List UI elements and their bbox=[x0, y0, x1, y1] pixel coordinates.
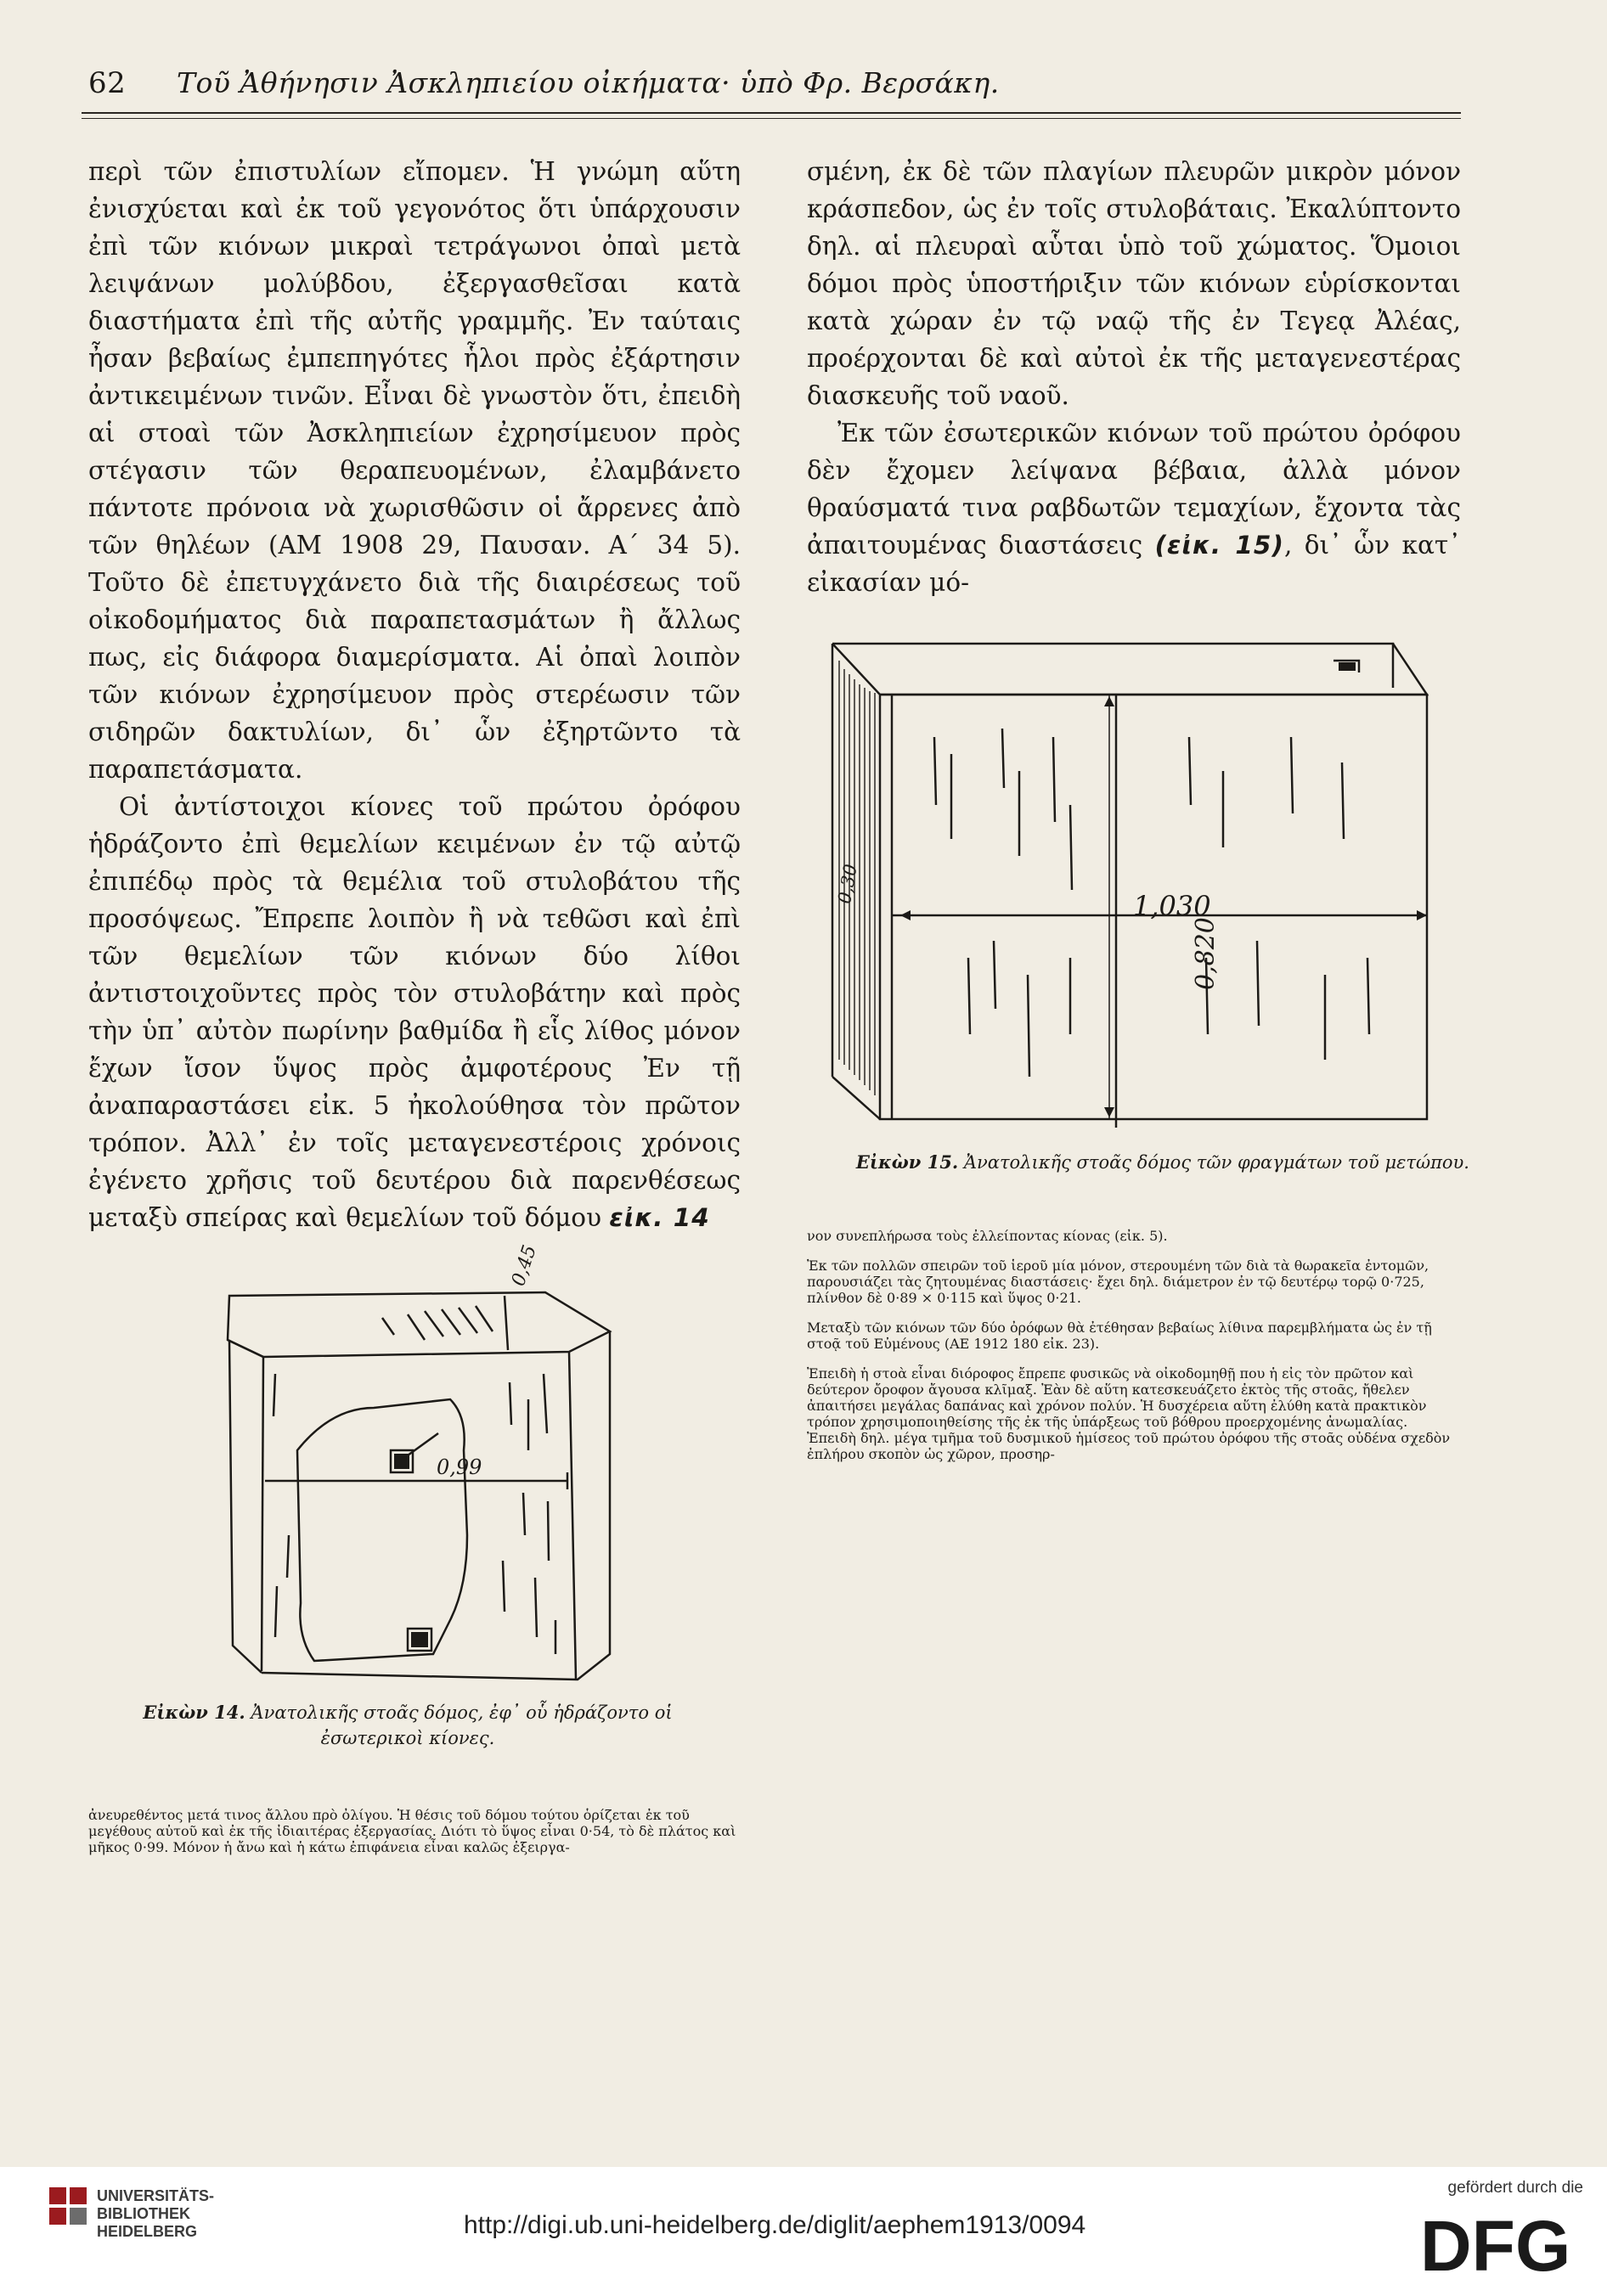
paragraph-text: Οἱ ἀντίστοιχοι κίονες τοῦ πρώτου ὀρόφου ἡδράζοντο ἐπὶ θεμελίων κειμένων ἐν τῷ αὐτῷ ἐπιπέδῳ πρὸς τὰ θεμέλια τοῦ στυλοβάτου τῆς προσόψεως. Ἔπρεπε λοιπὸν ἢ νὰ τεθῶσι καὶ ἐπὶ τῶν θεμελίων τῶν κιόνων δύο λίθοι ἀντιστοιχοῦντες πρὸς τὸν στυλοβάτην καὶ πρὸς τὴν ὑπ᾽ αὐτὸν πωρίνην βαθμίδα ἢ εἷς λίθος μόνον ἔχων ἴσον ὕψος πρὸς ἀμφοτέρους Ἐν τῇ ἀναπαραστάσει εἰκ. 5 ἠκολούθησα τὸν πρῶτον τρόπον. Ἀλλ᾽ ἐν τοῖς μεταγενεστέροις χρόνοις ἐγένετο χρῆσις τοῦ δευτέρου διὰ παρενθέσεως μεταξὺ σπείρας καὶ θεμελίων τοῦ δόμου bbox=[88, 792, 741, 1232]
figure-15-caption-text: Ἀνατολικῆς στοᾶς δόμος τῶν φραγμάτων τοῦ μετώπου. bbox=[963, 1152, 1469, 1173]
paragraph: Ἐπειδὴ ἡ στοὰ εἶναι διόροφος ἔπρεπε φυσικῶς νὰ οἰκοδομηθῇ που ἡ εἰς τὸν πρῶτον καὶ δεύτερον ὄροφον ἄγουσα κλῖμαξ. Ἐὰν δὲ αὕτη κατεσκευάζετο ἐκτὸς τῆς στοᾶς, ἤθελεν ἀπαιτήσει μεγάλας δαπάνας καὶ χρόνον πολύν. Ἡ δυσχέρεια αὕτη ἐλύθη κατὰ πρακτικὸν τρόπον χρησιμοποιηθείσης τῆς ἐκ τῆς ὑπάρξεως τοῦ βόθρου προερχομένης ἀνωμαλίας. Ἐπειδὴ δηλ. μέγα τμῆμα τοῦ δυσμικοῦ ἡμίσεος τοῦ πρώτου ὀρόφου τῆς στοᾶς οὐδένα σχεδὸν ἐπλήρου σκοπὸν ὡς χῶρον, προσηρ- bbox=[807, 1365, 1451, 1462]
permalink-link[interactable]: http://digi.ub.uni-heidelberg.de/diglit/aephem1913/0094 bbox=[464, 2211, 1086, 2239]
header-rule-thin bbox=[82, 118, 1461, 119]
stone-block-drawing bbox=[212, 1280, 620, 1697]
figure-14 bbox=[212, 1280, 620, 1697]
library-name bbox=[97, 2187, 214, 2241]
figure-15-label: Εἰκὼν 15. bbox=[855, 1151, 959, 1173]
paragraph: Ἐκ τῶν πολλῶν σπειρῶν τοῦ ἱεροῦ μία μόνον, στερουμένη τῶν διὰ τὰ θωρακεῖα ἐντομῶν, παρουσιάζει τὰς ζητουμένας διαστάσεις· ἔχει δηλ. διάμετρον ἐν τῷ δευτέρῳ τορῷ 0·725, πλίνθον δὲ 0·89 × 0·115 καὶ ὕψος 0·21. bbox=[807, 1258, 1429, 1306]
figure-reference: (εἰκ. 15) bbox=[1154, 531, 1284, 560]
paragraph bbox=[88, 788, 741, 1236]
paragraph: σμένη, ἐκ δὲ τῶν πλαγίων πλευρῶν μικρὸν μόνον κράσπεδον, ὡς ἐν τοῖς στυλοβάταις. Ἐκαλύπτοντο δηλ. αἱ πλευραὶ αὗται ὑπὸ τοῦ χώματος. Ὅμοιοι δόμοι πρὸς ὑποστήριξιν τῶν κιόνων εὑρίσκονται κατὰ χώραν ἐν τῷ ναῷ τῆς ἐν Τεγεᾳ Ἀλέας, προέρχονται δὲ καὶ αὐτοὶ ἐκ τῆς μεταγενεστέρας διασκευῆς τοῦ ναοῦ. bbox=[807, 157, 1461, 410]
paragraph: Μεταξὺ τῶν κιόνων τῶν δύο ὀρόφων θὰ ἐτέθησαν βεβαίως λίθινα παρεμβλήματα ὡς ἐν τῇ στοᾷ τοῦ Εὐμένους (ΑΕ 1912 180 εἰκ. 23). bbox=[807, 1320, 1432, 1352]
figure-15-caption bbox=[807, 1150, 1469, 1175]
figure-14-dim-top: 0,45 bbox=[508, 1242, 541, 1289]
figure-14-dim-width: 0,99 bbox=[437, 1455, 482, 1479]
sponsor-text: gefördert durch die bbox=[1447, 2179, 1583, 2197]
paragraph bbox=[807, 414, 1461, 601]
paragraph: περὶ τῶν ἐπιστυλίων εἴπομεν. Ἡ γνώμη αὕτη ἐνισχύεται καὶ ἐκ τοῦ γεγονότος ὅτι ὑπάρχουσιν ἐπὶ τῶν κιόνων μικραὶ τετράγωνοι ὀπαὶ μετὰ λειψάνων μολύβδου, ἐξεργασθεῖσαι κατὰ διαστήματα ἐπὶ τῆς αὐτῆς γραμμῆς. Ἐν ταύταις ἦσαν βεβαίως ἐμπεπηγότες ἧλοι πρὸς ἐξάρτησιν ἀντικειμένων τινῶν. Εἶναι δὲ γνωστὸν ὅτι, ἐπειδὴ αἱ στοαὶ τῶν Ἀσκληπιείων ἐχρησίμευον πρὸς στέγασιν τῶν θεραπευομένων, ἐλαμβάνετο πάντοτε πρόνοια νὰ χωρισθῶσιν οἱ ἄρρενες ἀπὸ τῶν θηλέων (ΑΜ 1908 29, Παυσαν. Α´ 34 5). Τοῦτο δὲ ἐπετυγχάνετο διὰ τῆς διαιρέσεως τοῦ οἰκοδομήματος διὰ παραπετασμάτων ἢ ἄλλως πως, εἰς διάφορα διαμερίσματα. Αἱ ὀπαὶ λοιπὸν τῶν κιόνων ἐχρησίμευον πρὸς στερέωσιν τῶν σιδηρῶν δακτυλίων, δι᾽ ὧν ἐξηρτῶντο τὰ παραπετάσματα. bbox=[88, 157, 741, 784]
paragraph: ἀνευρεθέντος μετά τινος ἄλλου πρὸ ὀλίγου. Ἡ θέσις τοῦ δόμου τούτου ὁρίζεται ἐκ τοῦ μεγέθους αὐτοῦ καὶ ἐκ τῆς ἰδιαιτέρας ἐξεργασίας. Διότι τὸ ὕψος εἶναι 0·54, τὸ δὲ πλάτος καὶ μῆκος 0·99. Μόνον ἡ ἄνω καὶ ἡ κάτω ἐπιφάνεια εἶναι καλῶς ἐξειργα- bbox=[88, 1807, 736, 1855]
header-rule bbox=[82, 112, 1461, 114]
left-column bbox=[88, 153, 741, 1236]
figure-15-dim-depth: 0,30 bbox=[834, 862, 861, 906]
figure-reference: εἰκ. 14 bbox=[609, 1203, 710, 1232]
library-name-line: BIBLIOTHEK bbox=[97, 2205, 190, 2222]
figure-15-dim-length: 1,030 bbox=[1133, 890, 1211, 922]
library-name-line: HEIDELBERG bbox=[97, 2223, 198, 2240]
block-drawing-15 bbox=[815, 635, 1444, 1145]
figure-14-caption-text: Ἀνατολικῆς στοᾶς δόμος, ἐφ᾽ οὗ ἡδράζοντο οἱ ἐσωτερικοὶ κίονες. bbox=[251, 1702, 673, 1748]
right-column-bottom bbox=[807, 1214, 1461, 1476]
library-logo-icon bbox=[49, 2187, 87, 2225]
running-title: Τοῦ Ἀθήνησιν Ἀσκληπιείου οἰκήματα· ὑπὸ Φρ. Βερσάκη. bbox=[177, 66, 1000, 99]
paragraph-text: , δι᾽ ὧν κατ᾽ εἰκασίαν μό- bbox=[807, 531, 1461, 597]
paragraph-text: Ἐκ τῶν ἐσωτερικῶν κιόνων τοῦ πρώτου ὀρόφου δὲν ἔχομεν λείψανα βέβαια, ἀλλὰ μόνον θραύσματά τινα ραβδωτῶν τεμαχίων, ἔχοντα τὰς ἀπαιτουμένας διαστάσεις bbox=[807, 419, 1461, 560]
figure-14-label: Εἰκὼν 14. bbox=[143, 1702, 245, 1723]
dfg-logo-icon bbox=[1415, 2208, 1585, 2277]
figure-15-dim-height: 0,820 bbox=[1191, 917, 1221, 990]
left-column-bottom bbox=[88, 1793, 741, 1869]
library-name-line: UNIVERSITÄTS- bbox=[97, 2187, 215, 2204]
figure-14-caption bbox=[127, 1700, 688, 1751]
paragraph: νον συνεπλήρωσα τοὺς ἐλλείποντας κίονας (εἰκ. 5). bbox=[807, 1228, 1168, 1244]
dfg-logo-text: DFG bbox=[1420, 2208, 1571, 2277]
page-number: 62 bbox=[88, 66, 127, 100]
footer-bar bbox=[0, 2167, 1607, 2296]
right-column bbox=[807, 153, 1461, 601]
figure-15 bbox=[815, 635, 1444, 1145]
